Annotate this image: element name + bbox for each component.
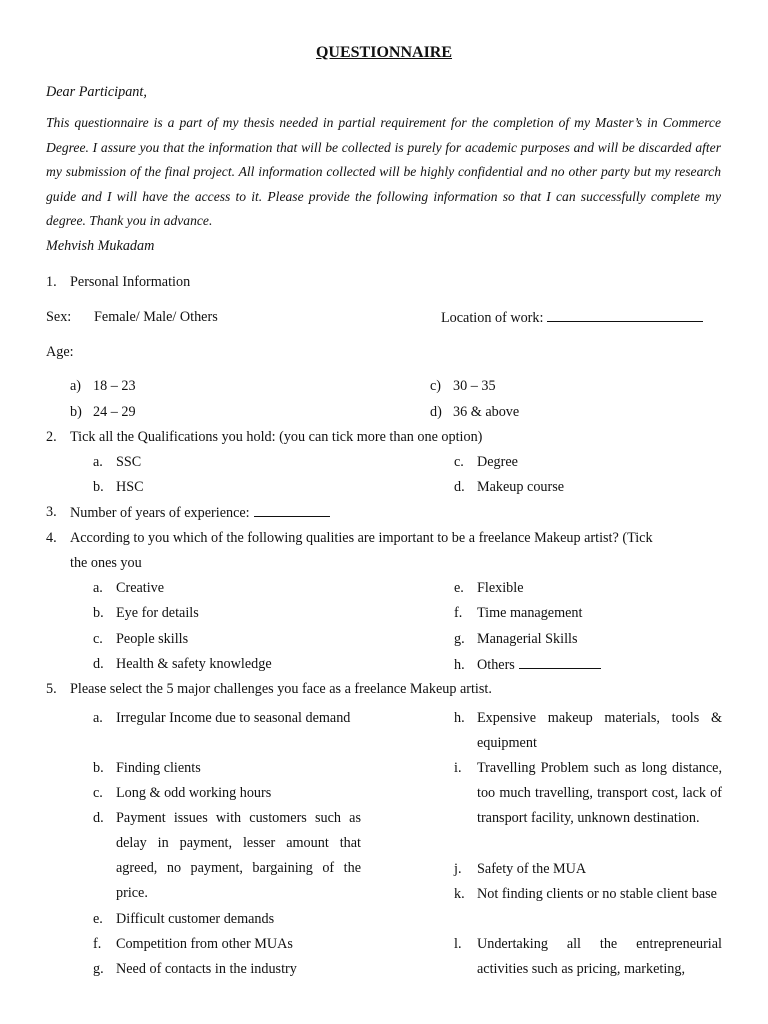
quality-option[interactable]: g. Managerial Skills bbox=[454, 631, 578, 647]
quality-option[interactable]: d. Health & safety knowledge bbox=[93, 656, 272, 672]
qualification-option[interactable]: d. Makeup course bbox=[454, 479, 565, 495]
question-number: 4. bbox=[46, 530, 57, 546]
question-number: 1. bbox=[46, 274, 57, 290]
qualification-option[interactable]: a. SSC bbox=[93, 454, 142, 470]
author-name: Mehvish Mukadam bbox=[46, 238, 155, 254]
age-option[interactable]: d) 36 & above bbox=[430, 404, 520, 420]
location-blank[interactable] bbox=[547, 309, 703, 322]
experience-blank[interactable] bbox=[254, 504, 330, 517]
question-1-text: Personal Information bbox=[70, 274, 191, 290]
age-option[interactable]: b) 24 – 29 bbox=[70, 404, 136, 420]
question-number: 2. bbox=[46, 429, 57, 445]
question-3-text: Number of years of experience: bbox=[70, 505, 250, 521]
location-label: Location of work: bbox=[441, 310, 544, 326]
age-option[interactable]: a) 18 – 23 bbox=[70, 378, 136, 394]
age-label: Age: bbox=[46, 344, 74, 360]
quality-option[interactable]: c. People skills bbox=[93, 631, 189, 647]
experience-field[interactable] bbox=[70, 504, 330, 522]
location-field[interactable] bbox=[441, 309, 703, 327]
question-5-text: Please select the 5 major challenges you face as a freelance Makeup artist. bbox=[70, 681, 492, 697]
intro-paragraph: This questionnaire is a part of my thesis needed in partial requirement for the completion of my Master’s in Commerce Degree. I assure you that the information that will be collected is purely for academic purposes and will be discarded after my submission of the final project. All information collected will be highly confidential and no other party but my research guide and I will have the access to it. Please provide the following information so that I can successfully complete my degree. Thank you in advance. bbox=[46, 115, 721, 229]
others-blank[interactable] bbox=[519, 656, 601, 669]
quality-option[interactable]: b. Eye for details bbox=[93, 605, 199, 621]
age-option[interactable]: c) 30 – 35 bbox=[430, 378, 496, 394]
questionnaire-page: QUESTIONNAIRE Dear Participant, This questionnaire is a part of my thesis needed in partial requirement for the completion of my Master’s in Commerce Degree. I assure you that the information that will be collected is purely for academic purposes and will be discarded after my submission of the final project. All information collected will be highly confidential and no other party but my research guide and I will have the access to it. Please provide the following information so that I can successfully complete my degree. Thank you in advance. Mehvish Mukadam 1. Personal Information Sex: Female/ Male/ Others Location of work: Age: a) 18 – 23 b) 24 – 29 c) 30 – 35 d) 36 & above 2. Tick all the Qualifications you hold: (you can tick more than one option) a. SSC b. HSC c. Degree d. Makeup course 3. Number of years of experience: 4. According to you which of the following qualities are important to be a freelance Makeup artist? (Tick the ones you a. Creative b. Eye for details c. People skills d. Health & safety knowledge e. Flexible f. Time management g. Managerial Skills h. Others 5. Please select the 5 major challenges you face as a freelance Makeup artist. a. Irregular Income due to seasonal demand b. Finding clients c. Long & odd working hours d. Payment issues with customers such as delay in payment, lesser amount that agreed, no payment, bargaining of the price. e. Difficult customer demands f. Competition from other MUAs g. Need of contacts in the industry h. Expensive makeup materials, tools & equipment i. Travelling Problem such as long distance, too much travelling, transport cost, lack of transport facility, unknown destination. j. Safety of the MUA k. Not finding clients or no stable client base l. Undertaking all the entrepreneurial activities such as pricing, marketing, bbox=[0, 0, 768, 1024]
sex-options[interactable]: Female/ Male/ Others bbox=[94, 309, 218, 325]
qualification-option[interactable]: b. HSC bbox=[93, 479, 144, 495]
page-title: QUESTIONNAIRE bbox=[315, 44, 453, 61]
question-number: 3. bbox=[46, 504, 57, 520]
quality-option[interactable]: h. Others bbox=[454, 656, 601, 674]
quality-option[interactable]: a. Creative bbox=[93, 580, 165, 596]
question-2-text: Tick all the Qualifications you hold: (you can tick more than one option) bbox=[70, 429, 483, 445]
sex-label: Sex: bbox=[46, 309, 72, 325]
question-4-text-cont: the ones you bbox=[70, 555, 142, 571]
question-number: 5. bbox=[46, 681, 57, 697]
salutation: Dear Participant, bbox=[46, 84, 147, 100]
question-4-text: According to you which of the following qualities are important to be a freelance Makeup artist? (Tick bbox=[70, 530, 653, 546]
qualification-option[interactable]: c. Degree bbox=[454, 454, 518, 470]
quality-option[interactable]: f. Time management bbox=[454, 605, 583, 621]
quality-option[interactable]: e. Flexible bbox=[454, 580, 524, 596]
